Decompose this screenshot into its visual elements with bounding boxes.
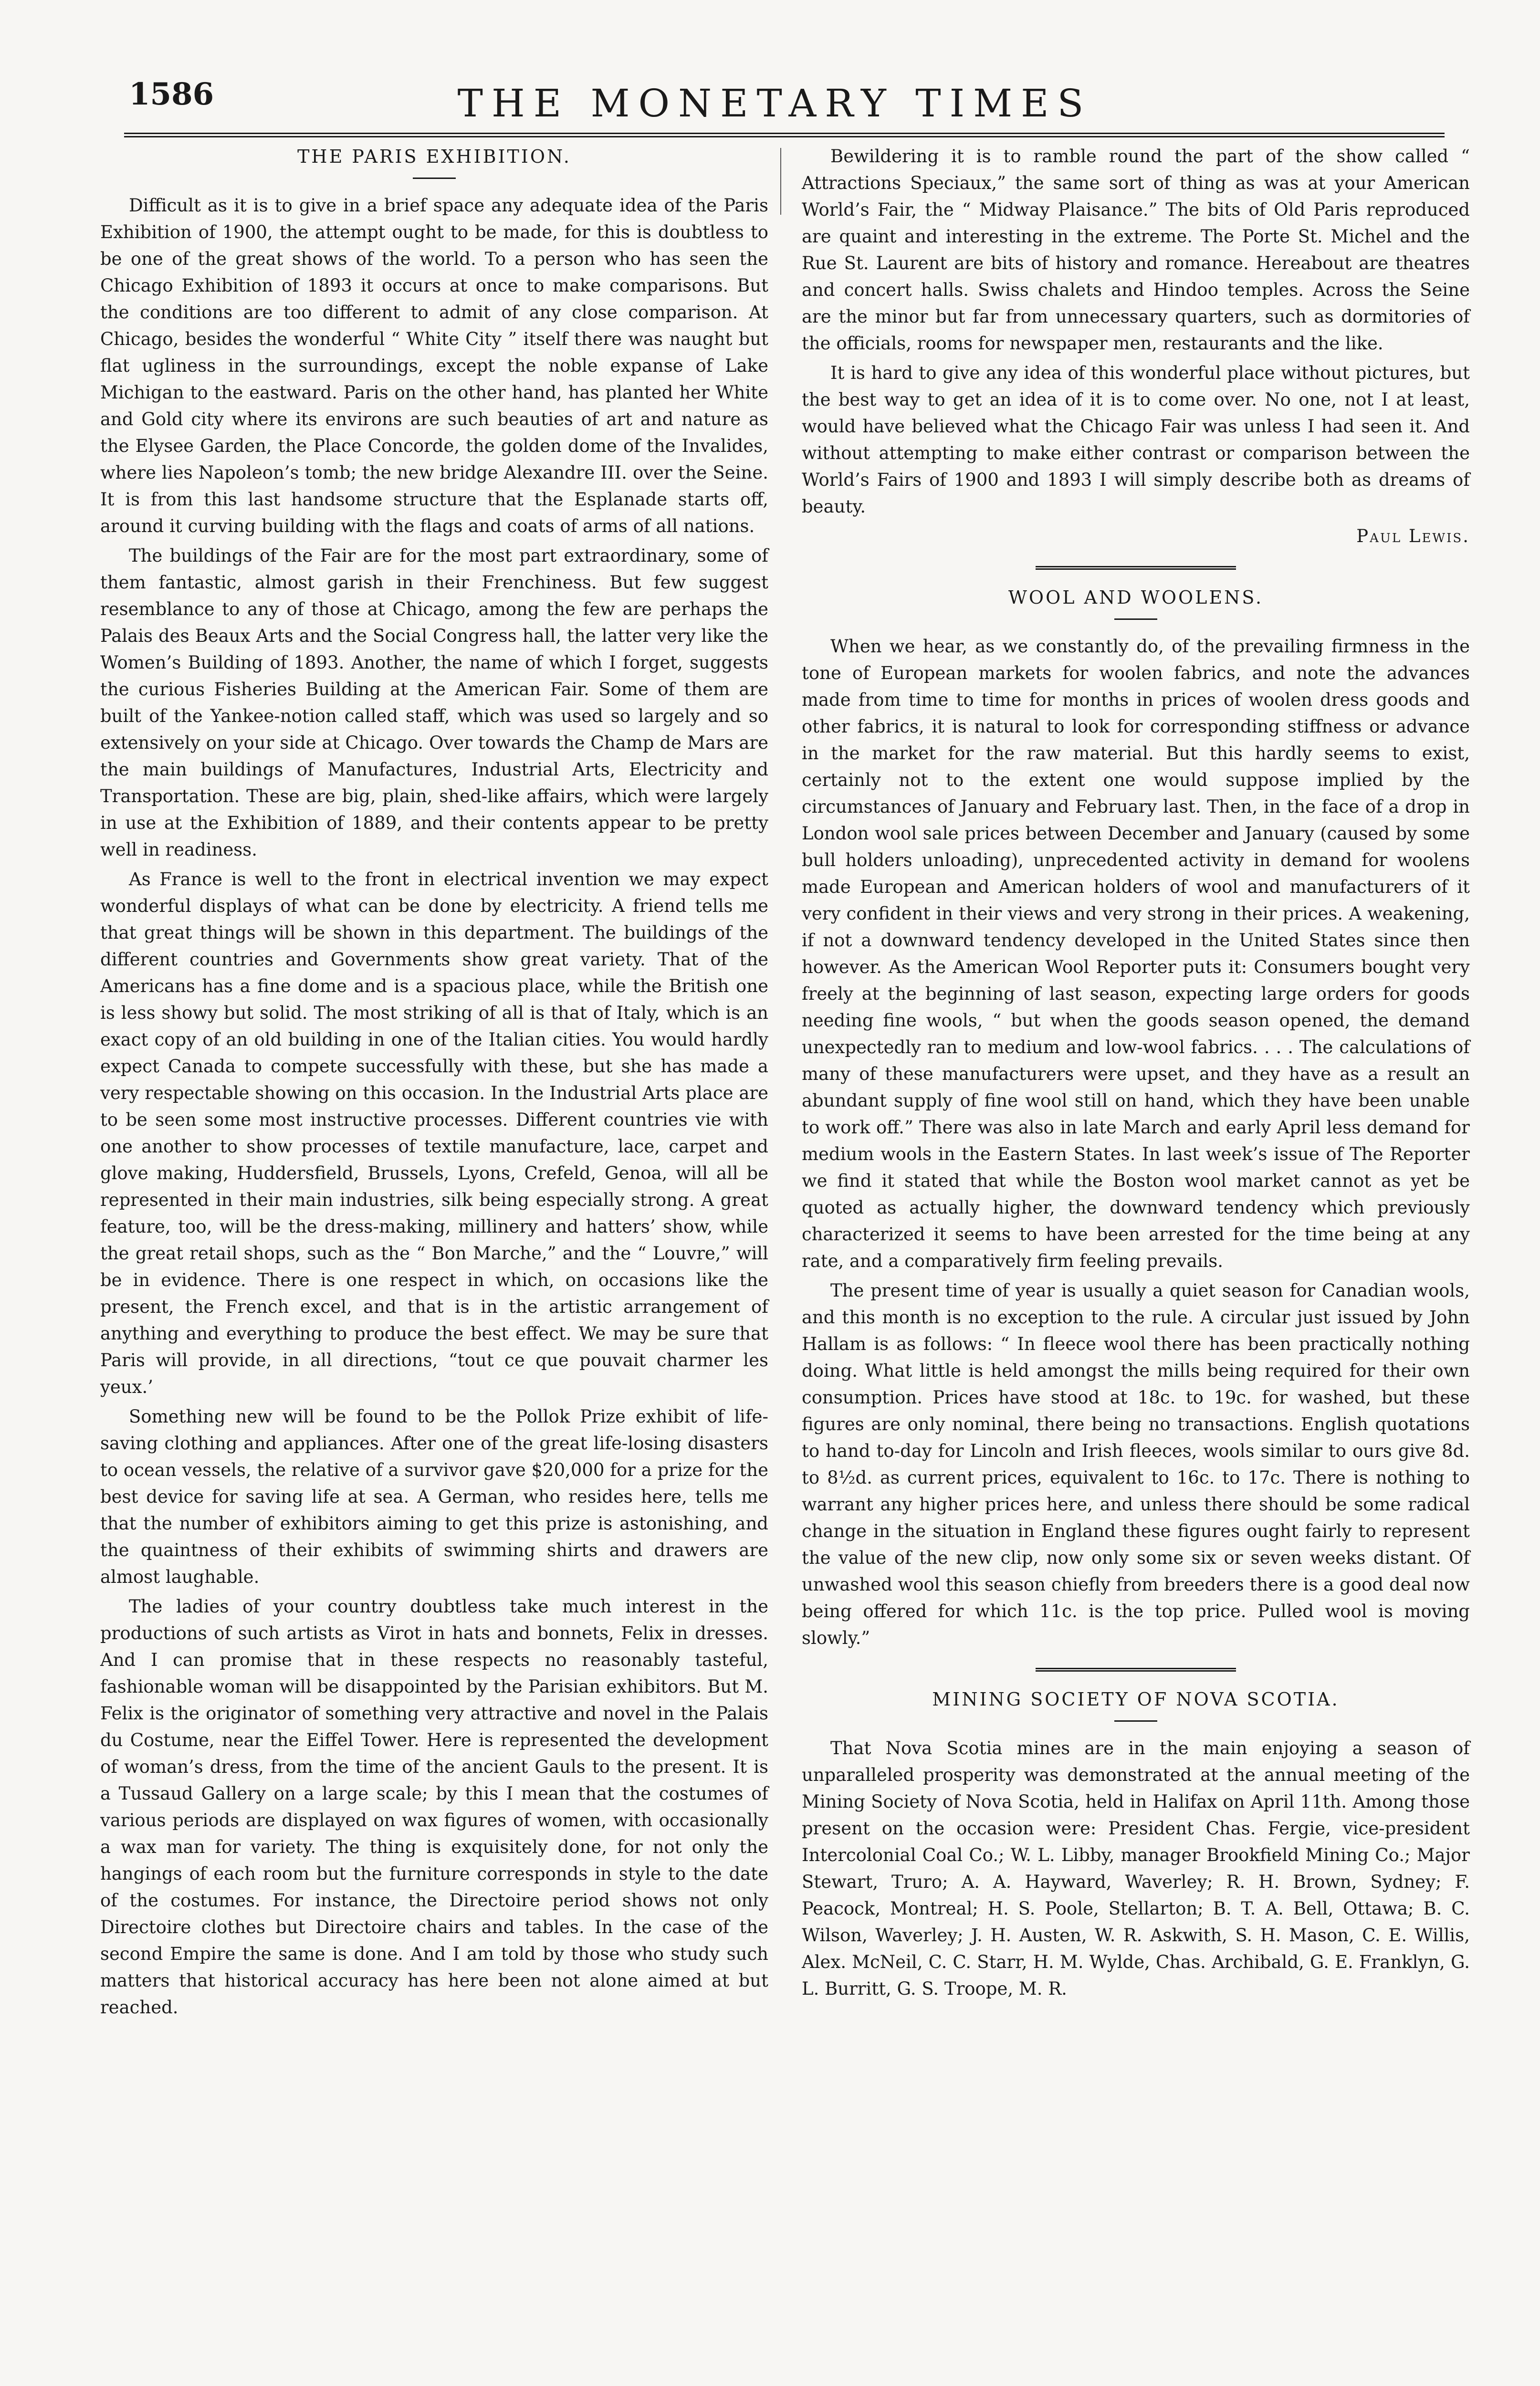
paris-paragraph-7: It is hard to give any idea of this wonderful place without pictures, but the best way to get an idea of it is to come over. No one, not I at least, would have believed what the Chicago Fair was unless I had seen it. And without attempting to make either contrast or comparison between the World’s Fairs of 1900 and 1893 I will simply describe both as dreams of beauty. [802, 363, 1470, 517]
page-number: 1586 [129, 76, 214, 112]
mining-society-title: MINING SOCIETY OF NOVA SCOTIA. [932, 1689, 1340, 1710]
title-rule [413, 178, 456, 179]
article-columns [100, 143, 1470, 2314]
column-divider [780, 148, 781, 215]
paris-paragraph-2: The buildings of the Fair are for the most part extraordinary, some of them fantastic, almost garish in their Frenchiness. But few suggest resemblance to any of those at Chicago, among the few are perhaps the Palais des Beaux Arts and the Social Congress hall, the latter very like the Women’s Building of 1893. Another, the name of which I forget, suggests the curious Fisheries Building at the American Fair. Some of them are built of the Yankee-notion called staff, which was used so largely and so extensively on your side at Chicago. Over towards the Champ de Mars are the main buildings of Manufactures, Industrial Arts, Electricity and Transportation. These are big, plain, shed-like affairs, which were largely in use at the Exhibition of 1889, and their contents appear to be pretty well in readiness. [100, 545, 768, 860]
page-header [105, 72, 1445, 129]
paris-paragraph-4: Something new will be found to be the Pollok Prize exhibit of life-saving clothing and appliances. After one of the great life-losing disasters to ocean vessels, the relative of a survivor gave $20,000 for a prize for the best device for saving life at sea. A German, who resides here, tells me that the number of exhibitors aiming to get this prize is astonishing, and the quaintness of their exhibits of swimming shirts and drawers are almost laughable. [100, 1406, 768, 1587]
left-column [100, 143, 768, 2024]
paris-paragraph-5: The ladies of your country doubtless take much interest in the productions of such artists as Virot in hats and bonnets, Felix in dresses. And I can promise that in these respects no reasonably tasteful, fashionable woman will be disappointed by the Parisian exhibitors. But M. Felix is the originator of something very attractive and novel in the Palais du Costume, near the Eiffel Tower. Here is represented the development of woman’s dress, from the time of the ancient Gauls to the present. It is a Tussaud Gallery on a large scale; by this I mean that the costumes of various periods are displayed on wax figures of women, with occasionally a wax man for variety. The thing is exquisitely done, for not only the hangings of each room but the furniture corresponds in style to the date of the costumes. For instance, the Directoire period shows not only Directoire clothes but Directoire chairs and tables. In the case of the second Empire the same is done. And I am told by those who study such matters that historical accuracy has here been not alone aimed at but reached. [100, 1596, 768, 2018]
wool-woolens-title: WOOL AND WOOLENS. [1008, 587, 1264, 608]
paris-exhibition-title: THE PARIS EXHIBITION. [297, 146, 571, 167]
header-rule [124, 133, 1445, 137]
title-rule [1114, 618, 1157, 620]
section-rule [1036, 566, 1236, 570]
title-rule [1114, 1720, 1157, 1722]
masthead-title: THE MONETARY TIMES [457, 81, 1092, 126]
paris-paragraph-1: Difficult as it is to give in a brief space any adequate idea of the Paris Exhibition of 1900, the attempt ought to be made, for this is doubtless to be one of the great shows of the world. To a person who has seen the Chicago Exhibition of 1893 it occurs at once to make comparisons. But the conditions are too different to admit of any close comparison. At Chicago, besides the wonderful “ White City ” itself there was naught but flat ugliness in the surroundings, except the noble expanse of Lake Michigan to the eastward. Paris on the other hand, has planted her White and Gold city where its environs are such beauties of art and nature as the Elysee Garden, the Place Concorde, the golden dome of the Invalides, where lies Napoleon’s tomb; the new bridge Alexandre III. over the Seine. It is from this last handsome structure that the Esplanade starts off, around it curving building with the flags and coats of arms of all nations. [100, 195, 768, 536]
section-rule [1036, 1668, 1236, 1672]
right-column [802, 143, 1470, 2005]
author-byline: Paul Lewis. [1356, 526, 1470, 546]
mining-paragraph-1: That Nova Scotia mines are in the main enjoying a season of unparalleled prosperity was demonstrated at the annual meeting of the Mining Society of Nova Scotia, held in Halifax on April 11th. Among those present on the occasion were: President Chas. Fergie, vice-president Intercolonial Coal Co.; W. L. Libby, manager Brookfield Mining Co.; Major Stewart, Truro; A. A. Hayward, Waverley; R. H. Brown, Sydney; F. Peacock, Montreal; H. S. Poole, Stellarton; B. T. A. Bell, Ottawa; B. C. Wilson, Waverley; J. H. Austen, W. R. Askwith, S. H. Mason, C. E. Willis, Alex. McNeil, C. C. Starr, H. M. Wylde, Chas. Archibald, G. E. Franklyn, G. L. Burritt, G. S. Troope, M. R. [802, 1738, 1470, 1999]
paris-paragraph-3: As France is well to the front in electrical invention we may expect wonderful displays of what can be done by electricity. A friend tells me that great things will be shown in this department. The buildings of the different countries and Governments show great variety. That of the Americans has a fine dome and is a spacious place, while the British one is less showy but solid. The most striking of all is that of Italy, which is an exact copy of an old building in one of the Italian cities. You would hardly expect Canada to compete successfully with these, but she has made a very respectable showing on this occasion. In the Industrial Arts place are to be seen some most instructive processes. Different countries vie with one another to show processes of textile manufacture, lace, carpet and glove making, Huddersfield, Brussels, Lyons, Crefeld, Genoa, will all be represented in their main industries, silk being especially strong. A great feature, too, will be the dress-making, millinery and hatters’ show, while the great retail shops, such as the “ Bon Marche,” and the “ Louvre,” will be in evidence. There is one respect in which, on occasions like the present, the French excel, and that is in the artistic arrangement of anything and everything to produce the best effect. We may be sure that Paris will provide, in all directions, “tout ce que pouvait charmer les yeux.’ [100, 869, 768, 1397]
wool-paragraph-1: When we hear, as we constantly do, of the prevailing firmness in the tone of European markets for woolen fabrics, and note the advances made from time to time for months in prices of woolen dress goods and other fabrics, it is natural to look for corresponding stiffness or advance in the market for the raw material. But this hardly seems to exist, certainly not to the extent one would suppose implied by the circumstances of January and February last. Then, in the face of a drop in London wool sale prices between December and January (caused by some bull holders unloading), unprecedented activity in demand for woolens made European and American holders of wool and manufacturers of it very confident in their views and very strong in their prices. A weakening, if not a downward tendency developed in the United States since then however. As the American Wool Reporter puts it: Consumers bought very freely at the beginning of last season, expecting large orders for goods needing fine wools, “ but when the goods season opened, the demand unexpectedly ran to medium and low-wool fabrics. . . . The calculations of many of these manufacturers were upset, and they have as a result an abundant supply of fine wool still on hand, which they have been unable to work off.” There was also in late March and early April less demand for medium wools in the Eastern States. In last week’s issue of The Reporter we find it stated that while the Boston wool market cannot as yet be quoted as actually higher, the downward tendency which previously characterized it seems to have been arrested for the time being at any rate, and a comparatively firm feeling prevails. [802, 636, 1470, 1271]
wool-paragraph-2: The present time of year is usually a quiet season for Canadian wools, and this month is no exception to the rule. A circular just issued by John Hallam is as follows: “ In fleece wool there has been practically nothing doing. What little is held amongst the mills being required for their own consumption. Prices have stood at 18c. to 19c. for washed, but these figures are only nominal, there being no transactions. English quotations to hand to-day for Lincoln and Irish fleeces, wools similar to ours give 8d. to 8½d. as current prices, equivalent to 16c. to 17c. There is nothing to warrant any higher prices here, and unless there should be some radical change in the situation in England these figures ought fairly to represent the value of the new clip, now only some six or seven weeks distant. Of unwashed wool this season chiefly from breeders there is a good deal now being offered for which 11c. is the top price. Pulled wool is moving slowly.” [802, 1280, 1470, 1648]
paris-paragraph-6: Bewildering it is to ramble round the part of the show called “ Attractions Speciaux,” the same sort of thing as was at your American World’s Fair, the “ Midway Plaisance.” The bits of Old Paris reproduced are quaint and interesting in the extreme. The Porte St. Michel and the Rue St. Laurent are bits of history and romance. Hereabout are theatres and concert halls. Swiss chalets and Hindoo temples. Across the Seine are the minor but far from unnecessary quarters, such as dormitories of the officials, rooms for newspaper men, restaurants and the like. [802, 146, 1470, 354]
